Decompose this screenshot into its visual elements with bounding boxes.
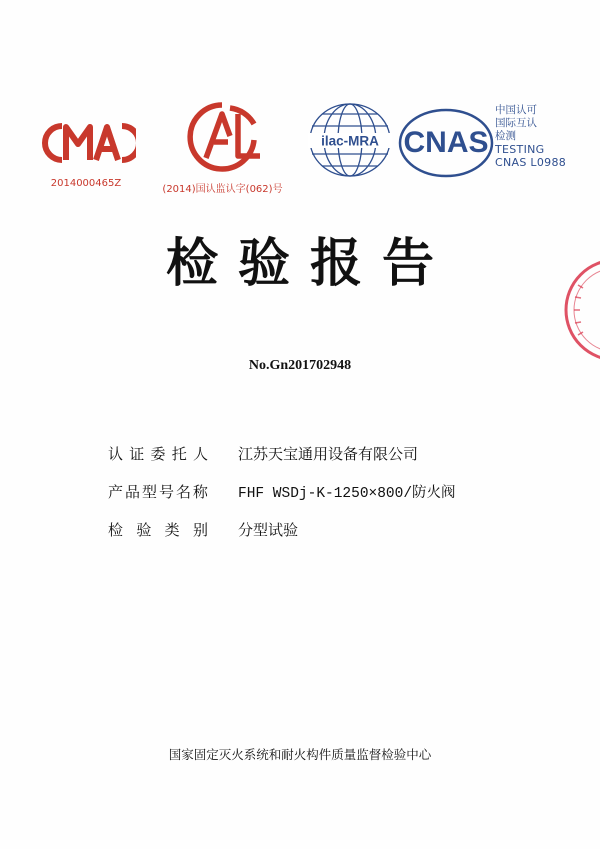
cnas-logo — [398, 108, 494, 182]
svg-text:ilac-MRA: ilac-MRA — [321, 133, 379, 149]
cal-logo — [160, 100, 285, 195]
cma-number: 2014000465Z — [50, 178, 122, 189]
title-char: 告 — [382, 234, 455, 294]
title-char: 检 — [165, 234, 238, 294]
svg-text:CNAS: CNAS — [403, 126, 489, 159]
ilac-globe-icon — [304, 100, 396, 180]
cnas-line-4: TESTING — [495, 143, 545, 156]
field-label: 检 验 类 别 — [108, 521, 208, 539]
cma-logo — [36, 118, 136, 189]
report-number: No.Gn201702948 — [248, 358, 352, 373]
title-char: 报 — [310, 234, 383, 294]
page-title — [0, 232, 600, 296]
cnas-line-1: 中国认可 — [495, 104, 537, 116]
field-label: 认 证 委 托 人 — [108, 445, 208, 463]
field-value: 分型试验 — [238, 521, 299, 539]
official-seal-stamp — [560, 255, 600, 369]
cnas-mark-icon — [398, 108, 494, 178]
field-value: 江苏天宝通用设备有限公司 — [238, 445, 419, 463]
field-value: FHF WSDj-K-1250×800/防火阀 — [238, 486, 456, 502]
cnas-line-5: CNAS L0988 — [495, 156, 567, 169]
cma-mark-icon — [36, 118, 136, 170]
ilac-mra-logo — [304, 100, 396, 184]
cal-caption: (2014)国认监认字(062)号 — [162, 184, 283, 195]
cal-mark-icon — [160, 100, 285, 172]
cnas-accreditation-text — [495, 104, 566, 169]
cnas-line-3: 检测 — [495, 130, 516, 142]
field-label: 产 品 型 号 名 称 — [108, 483, 208, 501]
seal-icon — [560, 255, 600, 365]
cnas-line-2: 国际互认 — [495, 117, 537, 129]
issuing-organization: 国家固定灭火系统和耐火构件质量监督检验中心 — [168, 747, 432, 762]
title-char: 验 — [237, 234, 310, 294]
